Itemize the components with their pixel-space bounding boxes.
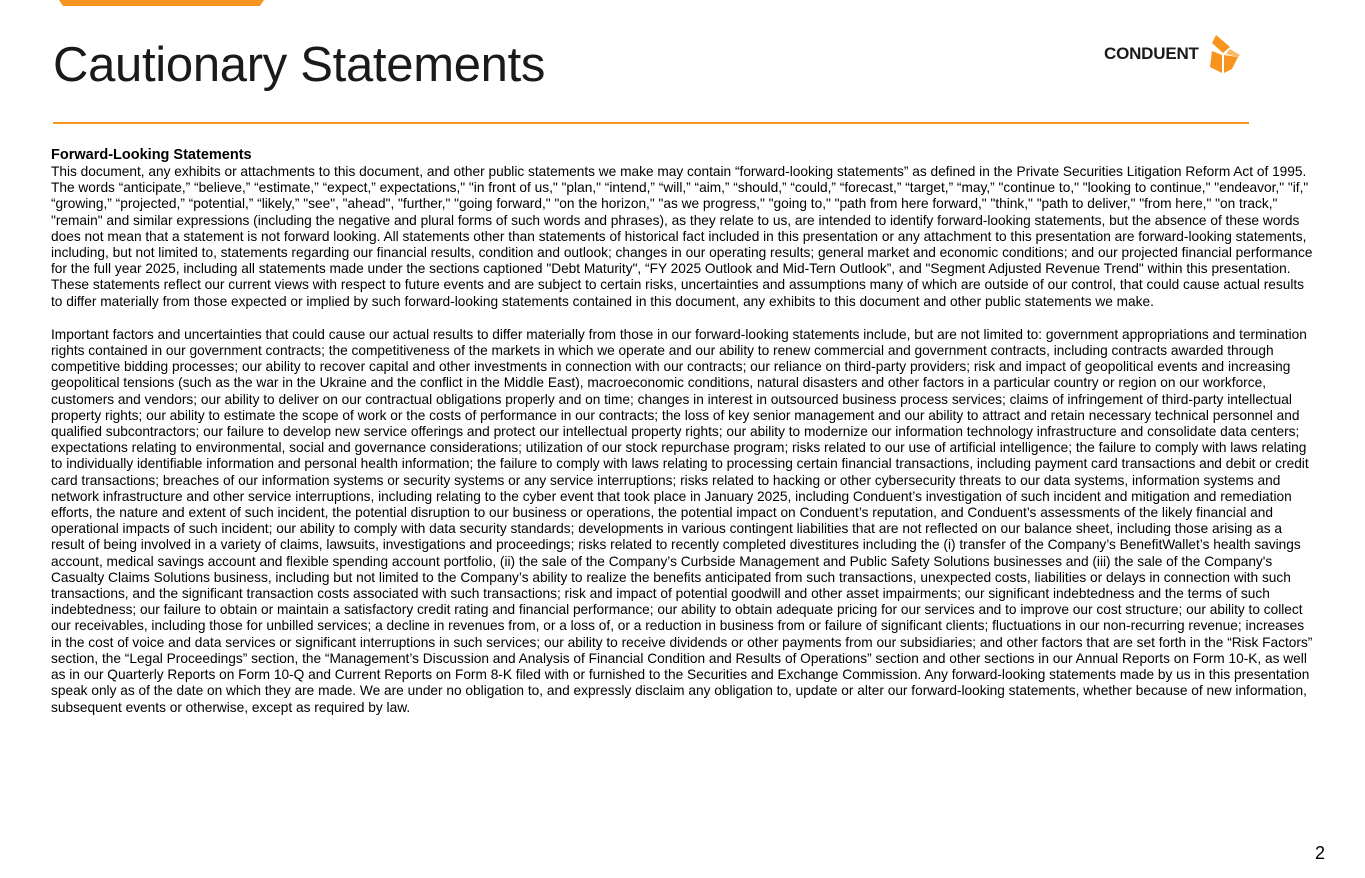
title-divider [53, 122, 1249, 124]
conduent-logo [1104, 33, 1242, 75]
forward-looking-statements-section [51, 146, 1313, 716]
paragraph-important-factors: Important factors and uncertainties that could cause our actual results to differ materially from those in our forward-looking statements include, but are not limited to: government appropriations and termination rights contained in our government contracts; the competitiveness of the markets in which we operate and our ability to renew commercial and government contracts, including contracts awarded through competitive bidding processes; our ability to recover capital and other investments in connection with our contracts; our reliance on third-party providers; risk and impact of geopolitical events and increasing geopolitical tensions (such as the war in the Ukraine and the conflict in the Middle East), macroeconomic conditions, natural disasters and other factors in a particular country or region on our workforce, customers and vendors; our ability to deliver on our contractual obligations properly and on time; changes in interest in outsourced business process services; claims of infringement of third-party intellectual property rights; our ability to estimate the scope of work or the costs of performance in our contracts; the loss of key senior management and our ability to attract and retain necessary technical personnel and qualified subcontractors; our failure to develop new service offerings and protect our intellectual property rights; our ability to modernize our information technology infrastructure and consolidate data centers; expectations relating to environmental, social and governance considerations; utilization of our stock repurchase program; risks related to our use of artificial intelligence; the failure to comply with laws relating to individually identifiable information and personal health information; the failure to comply with laws relating to processing certain financial transactions, including payment card transactions and debit or credit card transactions; breaches of our information systems or security systems or any service interruptions; risks related to hacking or other cybersecurity threats to our data systems, information systems and network infrastructure and other service interruptions, including relating to the cyber event that took place in January 2025, including Conduent’s investigation of such incident and mitigation and remediation efforts, the nature and extent of such incident, the potential disruption to our business or operations, the potential impact on Conduent’s reputation, and Conduent’s assessments of the likely financial and operational impacts of such incident; our ability to comply with data security standards; developments in various contingent liabilities that are not reflected on our balance sheet, including those arising as a result of being involved in a variety of claims, lawsuits, investigations and proceedings; risks related to recently completed divestitures including the (i) transfer of the Company’s BenefitWallet’s health savings account, medical savings account and flexible spending account portfolio, (ii) the sale of the Company’s Curbside Management and Public Safety Solutions businesses and (iii) the sale of the Company's Casualty Claims Solutions business, including but not limited to the Company’s ability to realize the benefits anticipated from such transactions, unexpected costs, liabilities or delays in connection with such transactions, and the significant transaction costs associated with such transactions; risk and impact of potential goodwill and other asset impairments; our significant indebtedness and the terms of such indebtedness; our failure to obtain or maintain a satisfactory credit rating and financial performance; our ability to obtain adequate pricing for our services and to improve our cost structure; our ability to collect our receivables, including those for unbilled services; a decline in revenues from, or a loss of, or a reduction in business from or failure of significant clients; fluctuations in our non-recurring revenue; increases in the cost of voice and data services or significant interruptions in such services; our ability to receive dividends or other payments from our subsidiaries; and other factors that are set forth in the “Risk Factors” section, the “Legal Proceedings” section, the “Management’s Discussion and Analysis of Financial Condition and Results of Operations” section and other sections in our Annual Reports on Form 10-K, as well as in our Quarterly Reports on Form 10-Q and Current Reports on Form 8-K filed with or furnished to the Securities and Exchange Commission. Any forward-looking statements made by us in this presentation speak only as of the date on which they are made. We are under no obligation to, and expressly disclaim any obligation to, update or alter our forward-looking statements, whether because of new information, subsequent events or otherwise, except as required by law. [51, 326, 1313, 715]
conduent-logo-mark-icon [1202, 33, 1242, 75]
page-title: Cautionary Statements [53, 38, 546, 92]
page-number: 2 [1314, 843, 1325, 863]
logo-wordmark: CONDUENT [1104, 44, 1199, 63]
top-accent-bar [59, 0, 264, 6]
paragraph-forward-looking-definition: This document, any exhibits or attachments to this document, and other public statements we make may contain “forward-looking statements” as defined in the Private Securities Litigation Reform Act of 1995. The words “anticipate,” “believe,” “estimate,” “expect,” expectations," "in front of us," "plan," “intend,” “will,” “aim,” “should,” “could,” “forecast,” “target,” “may,” "continue to," "looking to continue," "endeavor," "if," “growing,” “projected,” “potential,” “likely,” "see", "ahead", "further," "going forward," "on the horizon," "as we progress," "going to," "path from here forward," "think," "path to deliver," "from here," "on track," "remain" and similar expressions (including the negative and plural forms of such words and phrases), as they relate to us, are intended to identify forward-looking statements, but the absence of these words does not mean that a statement is not forward looking. All statements other than statements of historical fact included in this presentation or any attachment to this presentation are forward-looking statements, including, but not limited to, statements regarding our financial results, condition and outlook; changes in our operating results; general market and economic conditions; and our projected financial performance for the full year 2025, including all statements made under the sections captioned "Debt Maturity", “FY 2025 Outlook and Mid-Tern Outlook”, and "Segment Adjusted Revenue Trend" within this presentation. These statements reflect our current views with respect to future events and are subject to certain risks, uncertainties and assumptions many of which are outside of our control, that could cause actual results to differ materially from those expected or implied by such forward-looking statements contained in this document, any exhibits to this document and other public statements we make. [51, 164, 1313, 309]
section-heading: Forward-Looking Statements [51, 147, 252, 163]
